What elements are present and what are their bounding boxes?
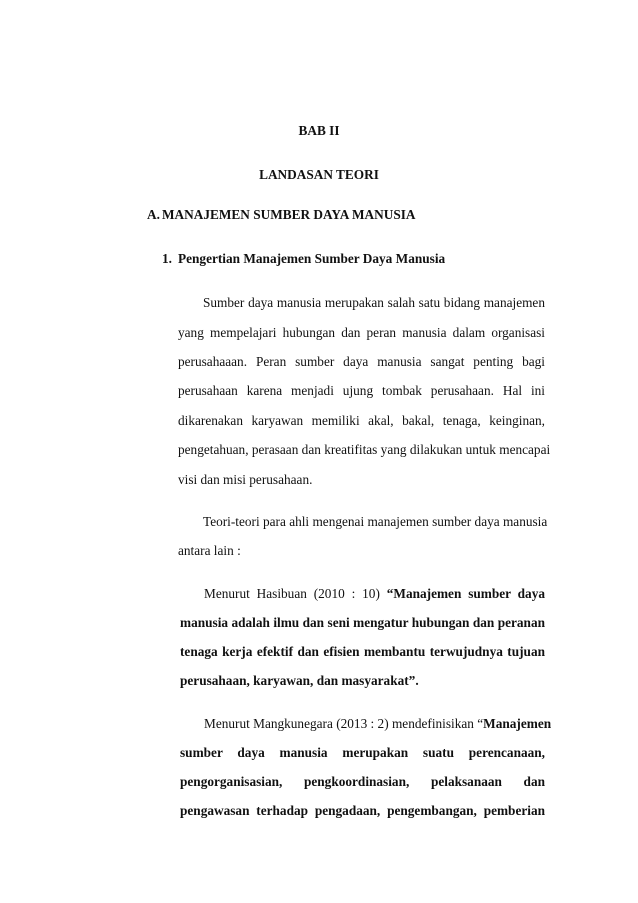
quote-lead: Manajemen [483, 716, 552, 731]
paragraph-line: perusahaaan. Peran sumber daya manusia sangat penting bagi [178, 354, 545, 369]
section-marker: A. [147, 207, 160, 222]
paragraph-line: pengetahuan, perasaan dan kreatifitas yang dilakukan untuk mencapai [178, 442, 551, 457]
subsection-heading [162, 251, 445, 267]
chapter-title: LANDASAN TEORI [259, 167, 379, 182]
section-title: MANAJEMEN SUMBER DAYA MANUSIA [162, 207, 416, 222]
quote-line: perusahaan, karyawan, dan masyarakat”. [180, 673, 419, 688]
quote-line: pengawasan terhadap pengadaan, pengembangan, pemberian [180, 803, 545, 818]
subsection-title: Pengertian Manajemen Sumber Daya Manusia [178, 251, 446, 266]
paragraph-line: Teori-teori para ahli mengenai manajemen sumber daya manusia [203, 514, 548, 529]
quote-intro: Menurut Mangkunegara (2013 : 2) mendefinisikan “ [204, 716, 484, 731]
paragraph-line: visi dan misi perusahaan. [178, 472, 313, 487]
subsection-marker: 1. [162, 251, 172, 266]
paragraph-line: antara lain : [178, 543, 241, 558]
quote-line [204, 716, 552, 732]
paragraph-line: yang mempelajari hubungan dan peran manusia dalam organisasi [178, 325, 545, 340]
quote-lead: “Manajemen sumber daya [386, 586, 546, 601]
chapter-number: BAB II [298, 123, 340, 138]
quote-line [204, 586, 545, 602]
quote-line: sumber daya manusia merupakan suatu perencanaan, [180, 745, 545, 760]
quote-intro: Menurut Hasibuan (2010 : 10) [204, 586, 387, 601]
paragraph-line: dikarenakan karyawan memiliki akal, bakal, tenaga, keinginan, [178, 413, 545, 428]
paragraph-line: perusahaan karena menjadi ujung tombak perusahaan. Hal ini [178, 383, 545, 398]
quote-line: pengorganisasian, pengkoordinasian, pelaksanaan dan [180, 774, 545, 789]
quote-line: tenaga kerja efektif dan efisien membantu terwujudnya tujuan [180, 644, 545, 659]
quote-line: manusia adalah ilmu dan seni mengatur hubungan dan peranan [180, 615, 545, 630]
paragraph-line: Sumber daya manusia merupakan salah satu bidang manajemen [203, 295, 545, 310]
section-heading [147, 207, 416, 223]
